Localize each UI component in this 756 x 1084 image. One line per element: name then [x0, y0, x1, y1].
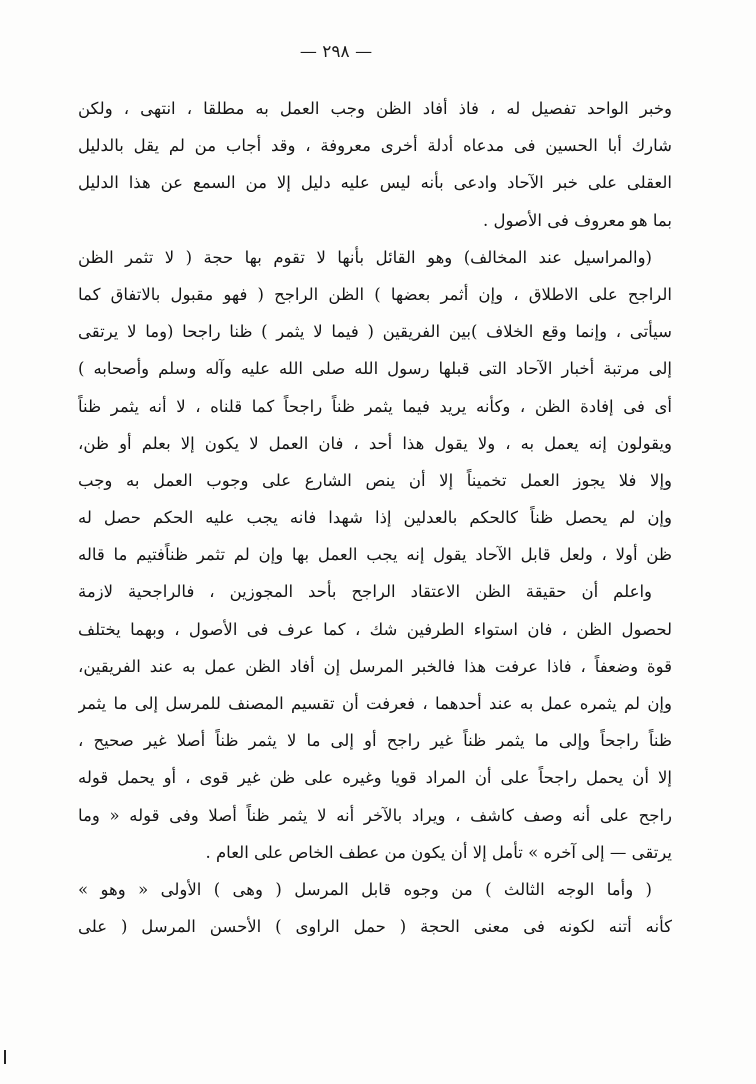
text-line: لحصول الظن ، فان استواء الطرفين شك ، كما عرف فى الأصول ، وبهما يختلف	[78, 619, 672, 639]
text-line: بما هو معروف فى الأصول .	[483, 210, 672, 230]
text-line: الراجح على الاطلاق ، وإن أثمر بعضها ) الظن الراجح ( فهو مقبول بالاتفاق كما	[78, 284, 672, 304]
text-line: وخبر الواحد تفصيل له ، فاذ أفاد الظن وجب العمل به مطلقا ، انتهى ، ولكن	[78, 99, 672, 118]
text-line: ويقولون إنه يعمل به ، ولا يقول هذا أحد ، فان العمل لا يكون إلا بعلم أو ظن،	[78, 433, 672, 453]
text-line: يرتقى — إلى آخره » تأمل إلا أن يكون من عطف الخاص على العام .	[205, 842, 672, 862]
text-line: وإن لم يثمره عمل به عند أحدهما ، فعرفت أن تقسيم المصنف للمرسل إلى ما يثمر	[78, 694, 672, 713]
text-line: (والمراسيل عند المخالف) وهو القائل بأنها لا تقوم بها حجة ( لا تثمر الظن	[78, 247, 652, 267]
text-line: أى فى إفادة الظن ، وكأنه يريد فيما يثمر ظناً راجحاً كما قلناه ، لا أنه يثمر ظناً	[78, 396, 672, 416]
text-line: وإلا فلا يجوز العمل تخميناً إلا أن ينص الشارع على وجوب العمل به وجب	[78, 470, 672, 490]
text-line: كأنه أتنه لكونه فى معنى الحجة ( حمل الراوى ) الأحسن المرسل ( على	[78, 917, 672, 937]
scan-mark	[4, 1050, 6, 1064]
text-body	[78, 90, 672, 945]
text-line: ظناً راجحاً وإلى ما يثمر ظناً غير راجح أو إلى ما لا يثمر ظناً أصلا غير صحيح ،	[78, 731, 672, 751]
text-line: ظن أولا ، ولعل قابل الآحاد يقول إنه يجب العمل بها وإن لم تثمر ظناًفتيم ما قاله	[78, 545, 672, 565]
text-line: العقلى على خبر الآحاد وادعى بأنه ليس عليه دليل إلا من السمع عن هذا الدليل	[78, 173, 672, 193]
text-line: ( وأما الوجه الثالث ) من وجوه قابل المرسل ( وهى ) الأولى « وهو »	[78, 879, 652, 899]
page-number: — ٢٩٨ —	[299, 42, 373, 62]
text-line: إلا أن يحمل راجحاً على أن المراد قويا وغيره على ظن غير قوى ، أو يحمل قوله	[78, 768, 672, 788]
text-line: وإن لم يحصل ظناً كالحكم بالعدلين إذا شهدا فانه يجب عليه الحكم حصل له	[78, 508, 672, 528]
text-line: شارك أبا الحسين فى مدعاه أدلة أخرى معروفة ، وقد أجاب من لم يقل بالدليل	[78, 136, 672, 156]
text-line: واعلم أن حقيقة الظن الاعتقاد الراجح بأحد المجوزين ، فالراجحية لازمة	[78, 582, 652, 602]
text-line: إلى مرتبة أخبار الآحاد التى قبلها رسول الله صلى الله عليه وآله وسلم وأصحابه )	[78, 359, 672, 379]
text-line: سيأتى ، وإنما وقع الخلاف )بين الفريقين ( فيما لا يثمر ) ظنا راجحا (وما لا يرتقى	[78, 322, 672, 342]
text-line: قوة وضعفاً ، فاذا عرفت هذا فالخبر المرسل إن أفاد الظن عمل به عند الفريقين،	[78, 656, 672, 676]
text-line: راجح على أنه وصف كاشف ، ويراد بالآخر أنه لا يثمر ظناً أصلا وفى قوله « وما	[78, 805, 672, 825]
